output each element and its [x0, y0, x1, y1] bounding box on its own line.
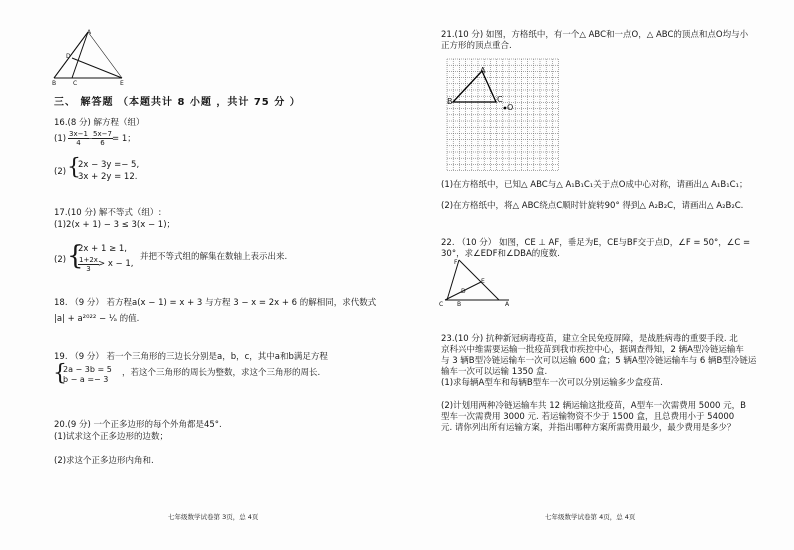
footer-right: 七年级数学试卷第 4页，总 4页: [545, 513, 636, 521]
fig-label-c: C: [73, 80, 78, 87]
q17-frac-num: 1+2x: [79, 256, 98, 264]
footer-left: 七年级数学试卷第 3页，总 4页: [168, 513, 259, 521]
section-title: 三、 解答题 （本题共计 8 小题 ，共计 75 分 ）: [54, 97, 301, 108]
q16-p1-prefix: (1): [54, 134, 67, 144]
q22-label-d: D: [461, 288, 466, 295]
q16-frac2: [92, 130, 113, 147]
q19-sys1: 2a − 3b = 5: [63, 365, 112, 374]
grid-label-b: B: [447, 97, 453, 106]
point-o: [504, 107, 507, 110]
q17-head: 17.(10 分) 解不等式（组）:: [54, 208, 162, 218]
q18-line1: 18. （9 分） 若方程a(x − 1) = x + 3 与方程 3 − x = 2x + 6 的解相同，求代数式: [54, 298, 377, 308]
q16-p2-prefix: (2): [54, 167, 67, 177]
q22-line2: 30°，求∠EDF和∠DBA的度数.: [441, 249, 561, 259]
q22-line1: 22. （10 分） 如图，CE ⊥ AF，垂足为E，CE与BF交于点D，∠F = 50°，∠C =: [441, 238, 751, 248]
q19-line1: 19. （9 分） 若一个三角形的三边长分别是a，b，c，其中a和b满足方程: [54, 352, 328, 362]
fig-label-e: E: [120, 80, 124, 87]
q22-label-a: A: [505, 301, 510, 308]
grid-label-o: O: [507, 103, 514, 112]
q21-line1: 21.(10 分) 如图，方格纸中，有一个△ ABC和一点O，△ ABC的顶点和点O均与小: [441, 30, 749, 40]
q16-frac1-num: 3x−1: [69, 130, 88, 138]
right-page: [397, 0, 794, 550]
q17-p2-line2-suffix: > x − 1,: [98, 259, 134, 269]
q23-p1: (1)求每辆A型车和每辆B型车一次可以分别运输多少盒疫苗.: [441, 378, 663, 388]
q19-brace: {: [53, 361, 67, 386]
q18-line2: |a| + a²⁰²² − ¹⁄ₐ 的值.: [54, 314, 140, 324]
q16-p1-suffix: = 1；: [112, 134, 136, 144]
q22-label-b: B: [457, 301, 462, 308]
q17-brace: {: [67, 241, 84, 271]
q21-p1: (1)在方格纸中，已知△ ABC与△ A₁B₁C₁关于点O成中心对称，请画出△ A₁B₁C₁；: [441, 180, 748, 190]
q17-p2-tail: 并把不等式组的解集在数轴上表示出来.: [140, 252, 288, 262]
q16-frac2-den: 6: [100, 139, 105, 147]
q20-p2: (2)求这个正多边形内角和.: [54, 456, 154, 466]
q20-head: 20.(9 分) 一个正多边形的每个外角都是45°.: [54, 420, 222, 430]
q22-label-f: F: [454, 259, 458, 266]
q16-minus: −: [86, 134, 94, 144]
grid-paper: [443, 55, 567, 171]
q17-p2-line1: 2x + 1 ≥ 1,: [78, 244, 128, 254]
q23-p2-line2: 型车一次需费用 3000 元. 若运输物资不少于 1500 盒，且总费用小于 54000: [441, 412, 735, 422]
q22-label-c: C: [439, 301, 444, 308]
q23-line4: 输车一次可以运输 1350 盒.: [441, 367, 548, 377]
q19-sys2: b − a =− 3: [63, 375, 109, 384]
q17-frac-den: 3: [86, 265, 91, 273]
q16-brace: {: [67, 155, 81, 180]
q19-line2: ，若这个三角形的周长为整数，求这个三角形的周长.: [122, 368, 321, 378]
q16-frac1-den: 4: [76, 139, 81, 147]
q17-frac: [78, 256, 99, 273]
q16-head: 16.(8 分) 解方程（组）: [54, 118, 145, 128]
grid-label-a: A: [480, 66, 486, 75]
q23-p2-line3: 元. 请你列出所有运输方案，并指出哪种方案所需费用最少，最少费用是多少？: [441, 423, 736, 433]
q21-line2: 正方形的顶点重合.: [441, 41, 512, 51]
q22-label-e: E: [481, 278, 485, 285]
q21-p2: (2)在方格纸中，将△ ABC绕点C顺时针旋转90° 得到△ A₂B₂C，请画出△ A₂B₂C.: [441, 201, 744, 211]
q23-line1: 23.(10 分) 抗种新冠病毒疫苗，建立全民免疫屏障，是战胜病毒的重要手段. 北: [441, 334, 738, 344]
q23-line2: 京科兴中维需要运输一批疫苗到我市疾控中心，据调查得知，2 辆A型冷链运输车: [441, 345, 744, 355]
q20-p1: (1)试求这个正多边形的边数；: [54, 432, 169, 442]
q16-p2-line1: 2x − 3y =− 5,: [78, 160, 140, 170]
fig-label-d: D: [66, 53, 71, 60]
q16-frac2-num: 5x−7: [93, 130, 112, 138]
q17-p2-prefix: (2): [54, 255, 67, 265]
q17-p1: (1)2(x + 1) − 3 ≤ 3(x − 1)；: [54, 220, 176, 230]
fig-label-a: A: [87, 29, 92, 36]
q16-p2-line2: 3x + 2y = 12.: [78, 172, 138, 182]
grid-label-c: C: [497, 95, 503, 104]
fig-label-b: B: [52, 80, 57, 87]
q23-p2-line1: (2)计划用两种冷链运输车共 12 辆运输这批疫苗，A型车一次需费用 5000 元，B: [441, 401, 746, 411]
q23-line3: 与 3 辆B型冷链运输车一次可以运输 600 盒；5 辆A型冷链运输车与 6 辆B型冷链运: [441, 356, 757, 366]
